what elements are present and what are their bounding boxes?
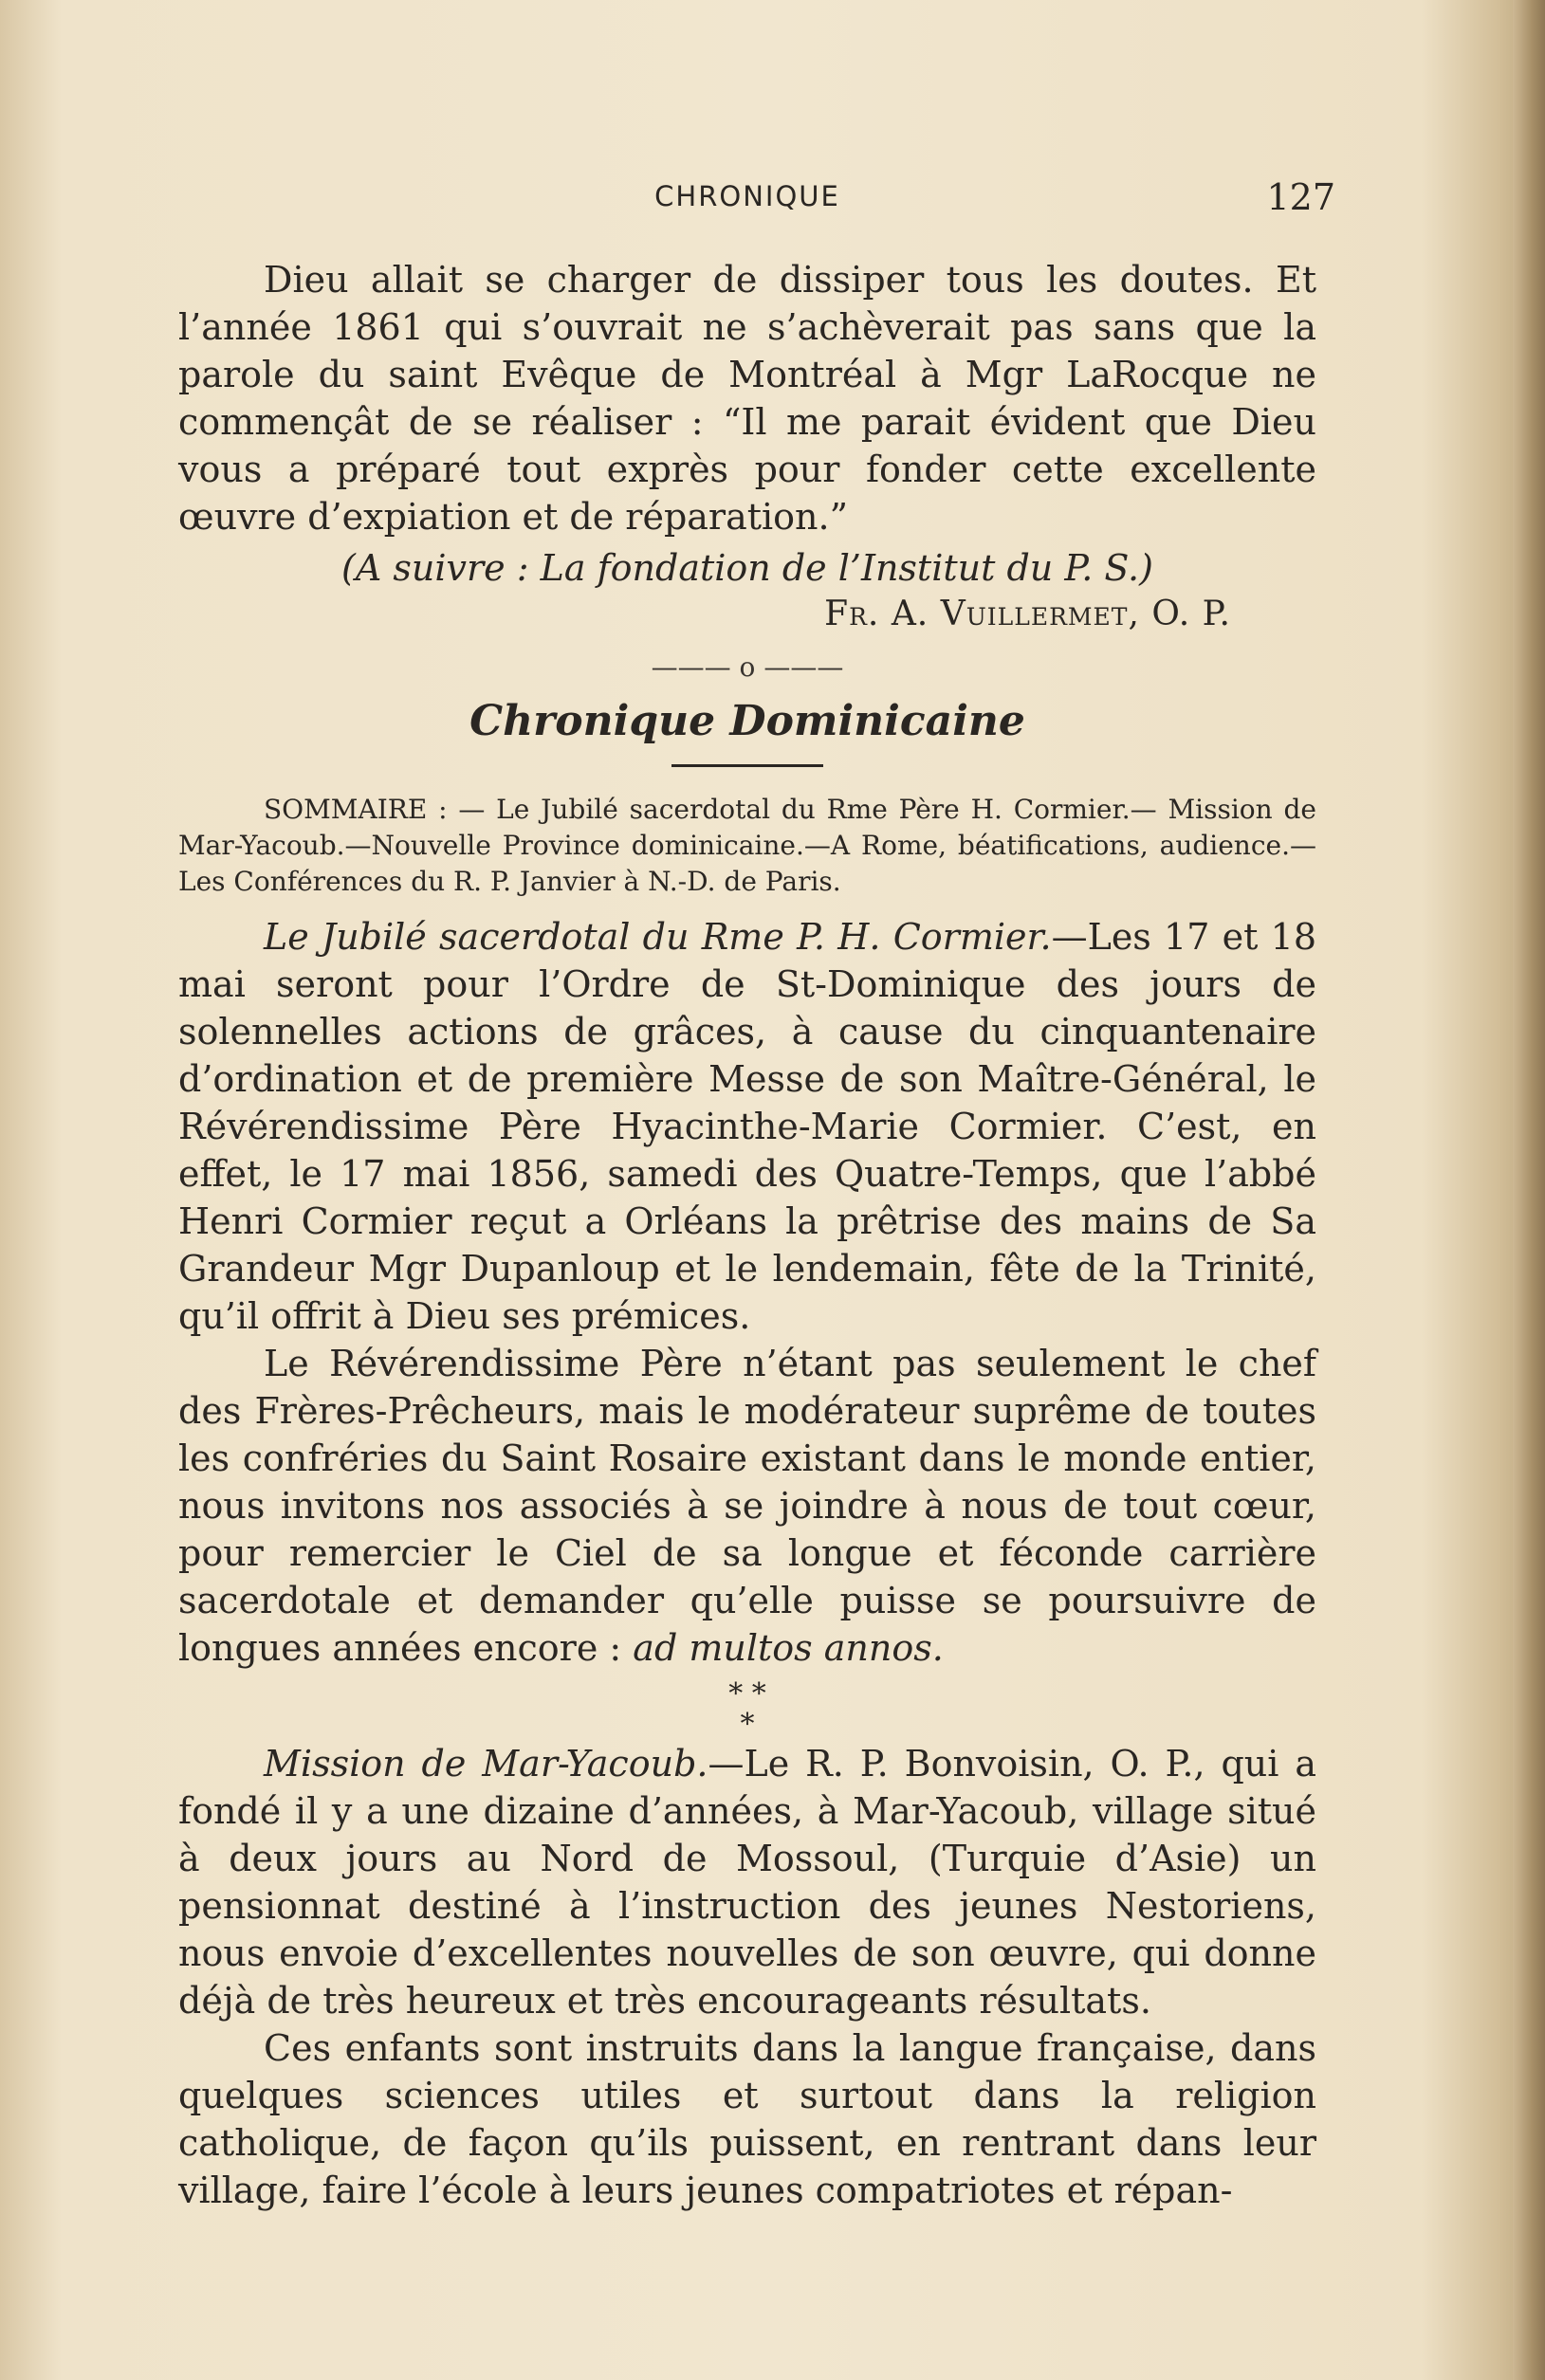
title-rule [671,764,823,767]
running-header-title: CHRONIQUE [654,180,840,212]
mission-paragraph-2: Ces enfants sont instruits dans la langue française, dans quelques sciences utiles et surtout dans la religion catholique, de façon qu’ils puissent, en rentrant dans leur village, faire l’école à leurs jeunes compatriotes et répan- [178,2027,1316,2211]
mission-heading: Mission de Mar-Yacoub. [264,1743,708,1785]
section-title: Chronique Dominicaine [469,697,1025,745]
mission-text: —Le R. P. Bonvoisin, O. P., qui a fondé il y a une dizaine d’années, à Mar-Yacoub, village situé à deux jours au Nord de Mossoul, (Turquie d’Asie) un pensionnat destiné à l’instruction des jeunes Nestoriens, nous envoie d’excellentes nouvelles de son œuvre, qui donne déjà de très heureux et très encourageants résultats. [178,1743,1316,2022]
continuation-note: (A suivre : La fondation de l’Institut du P. S.) [341,547,1153,589]
section-separator: ——— o ——— [651,651,844,683]
book-spine-shadow [1513,0,1545,2380]
jubile-paragraph-2 [178,1340,1316,1672]
asterism: * * * [728,1677,766,1741]
latin-phrase: ad multos annos. [633,1627,944,1669]
author-signature: Fr. A. Vuillermet, O. P. [824,595,1231,633]
sommaire: SOMMAIRE : — Le Jubilé sacerdotal du Rme Père H. Cormier.— Mission de Mar-Yacoub.—Nouvelle Province dominicaine.—A Rome, béatifications, audience.—Les Conférences du R. P. Janvier à N.-D. de Paris. [178,794,1316,897]
text-column [178,176,1335,2214]
running-header [178,176,1335,228]
jubile-paragraph-2-text: Le Révérendissime Père n’étant pas seulement le chef des Frères-Prêcheurs, mais le modérateur suprême de toutes les confréries du Saint Rosaire existant dans le monde entier, nous invitons nos associés à se joindre à nous de tout cœur, pour remercier le Ciel de sa longue et féconde carrière sacerdotale et demander qu’elle puisse se poursuivre de longues années encore : [178,1343,1316,1669]
jubile-paragraph [178,913,1316,1340]
jubile-text: —Les 17 et 18 mai seront pour l’Ordre de St-Dominique des jours de solennelles actions de grâces, à cause du cinquantenaire d’ordination et de première Messe de son Maître-Général, le Révérendissime Père Hyacinthe-Marie Cormier. C’est, en effet, le 17 mai 1856, samedi des Quatre-Temps, que l’abbé Henri Cormier reçut a Orléans la prêtrise des mains de Sa Grandeur Mgr Dupanloup et le lendemain, fête de la Trinité, qu’il offrit à Dieu ses prémices. [178,916,1316,1337]
mission-paragraph [178,1740,1316,2024]
page-number: 127 [1266,176,1335,218]
jubile-heading: Le Jubilé sacerdotal du Rme P. H. Cormier. [264,916,1052,958]
article-closing-paragraph: Dieu allait se charger de dissiper tous les doutes. Et l’année 1861 qui s’ouvrait ne s’achèverait pas sans que la parole du saint Evêque de Montréal à Mgr LaRocque ne commençât de se réaliser : “Il me parait évident que Dieu vous a préparé tout exprès pour fonder cette excellente œuvre d’expiation et de réparation.” [178,259,1316,538]
